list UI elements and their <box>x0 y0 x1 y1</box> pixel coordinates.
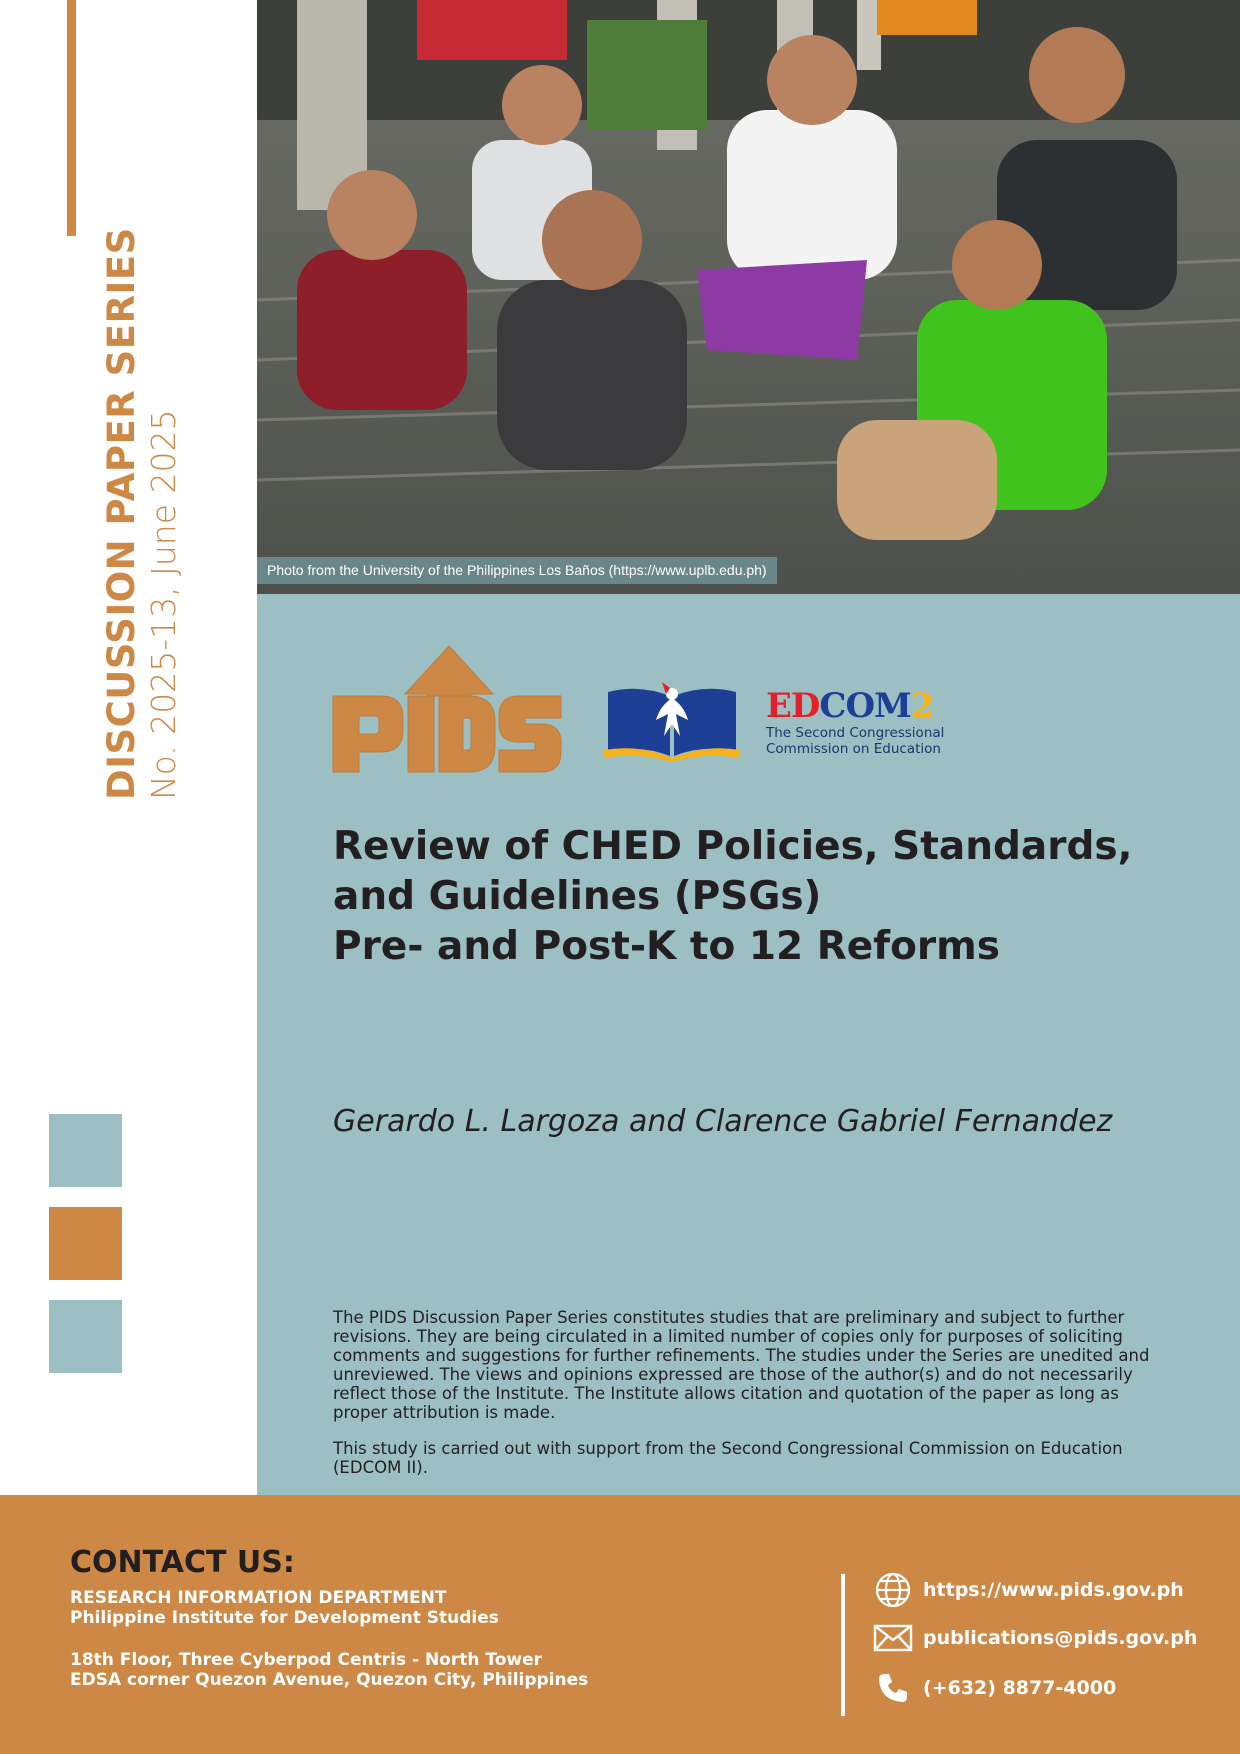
contact-website-row[interactable] <box>873 1570 1184 1610</box>
cover-photo <box>257 0 1240 594</box>
contact-heading: CONTACT US: <box>70 1545 295 1580</box>
title-line-2: and Guidelines (PSGs) <box>333 874 822 919</box>
paper-title <box>333 822 1193 972</box>
contact-email-link[interactable]: publications@pids.gov.ph <box>923 1627 1198 1649</box>
disclaimer-paragraph-2: This study is carried out with support from the Second Congressional Commission on Education (EDCOM II). <box>333 1439 1123 1477</box>
paper-authors: Gerardo L. Largoza and Clarence Gabriel Fernandez <box>333 1104 1113 1139</box>
footer-divider <box>841 1574 845 1716</box>
pids-logo <box>331 644 563 779</box>
series-number: No. 2025-13, June 2025 <box>144 409 183 800</box>
edcom-wordmark <box>766 687 944 725</box>
title-line-1: Review of CHED Policies, Standards, <box>333 824 1133 869</box>
phone-icon <box>873 1668 913 1708</box>
contact-phone[interactable]: (+632) 8877-4000 <box>923 1677 1117 1699</box>
edcom-subtitle-1: The Second Congressional <box>766 725 945 741</box>
series-label <box>100 227 184 800</box>
contact-address-line-1: 18th Floor, Three Cyberpod Centris - North Tower <box>70 1650 543 1670</box>
globe-icon <box>873 1570 913 1610</box>
edcom-com: COM <box>819 686 911 726</box>
edcom-logo <box>766 687 944 757</box>
decor-square-teal-bottom <box>49 1300 122 1373</box>
accent-vertical-line <box>67 0 76 236</box>
edcom-book-emblem <box>604 680 740 767</box>
contact-email-row[interactable] <box>873 1618 1197 1658</box>
envelope-icon <box>873 1618 913 1658</box>
disclaimer <box>333 1308 1178 1494</box>
contact-address-block <box>70 1588 588 1690</box>
disclaimer-paragraph-1: The PIDS Discussion Paper Series constitutes studies that are preliminary and subject to further revisions. They are being circulated in a limited number of copies only for purposes of soliciting comments and suggestions for further refinements. The studies under the Series are unedited and unreviewed. The views and opinions expressed are those of the author(s) and do not necessarily reflect those of the Institute. The Institute allows citation and quotation of the paper as long as proper attribution is made. <box>333 1308 1150 1422</box>
decor-square-teal-top <box>49 1114 122 1187</box>
decor-square-orange <box>49 1207 122 1280</box>
contact-address-line-2: EDSA corner Quezon Avenue, Quezon City, Philippines <box>70 1670 589 1690</box>
contact-website-link[interactable]: https://www.pids.gov.ph <box>923 1579 1184 1601</box>
title-line-3: Pre- and Post-K to 12 Reforms <box>333 924 1001 969</box>
edcom-subtitle-2: Commission on Education <box>766 741 941 757</box>
edcom-ed: ED <box>766 686 820 726</box>
edcom-2: 2 <box>910 686 934 726</box>
series-name: DISCUSSION PAPER SERIES <box>100 227 143 800</box>
contact-department: RESEARCH INFORMATION DEPARTMENT <box>70 1588 447 1608</box>
photo-caption: Photo from the University of the Philippines Los Baños (https://www.uplb.edu.ph) <box>257 557 777 584</box>
contact-phone-row[interactable] <box>873 1668 1116 1708</box>
contact-institute: Philippine Institute for Development Studies <box>70 1608 499 1628</box>
